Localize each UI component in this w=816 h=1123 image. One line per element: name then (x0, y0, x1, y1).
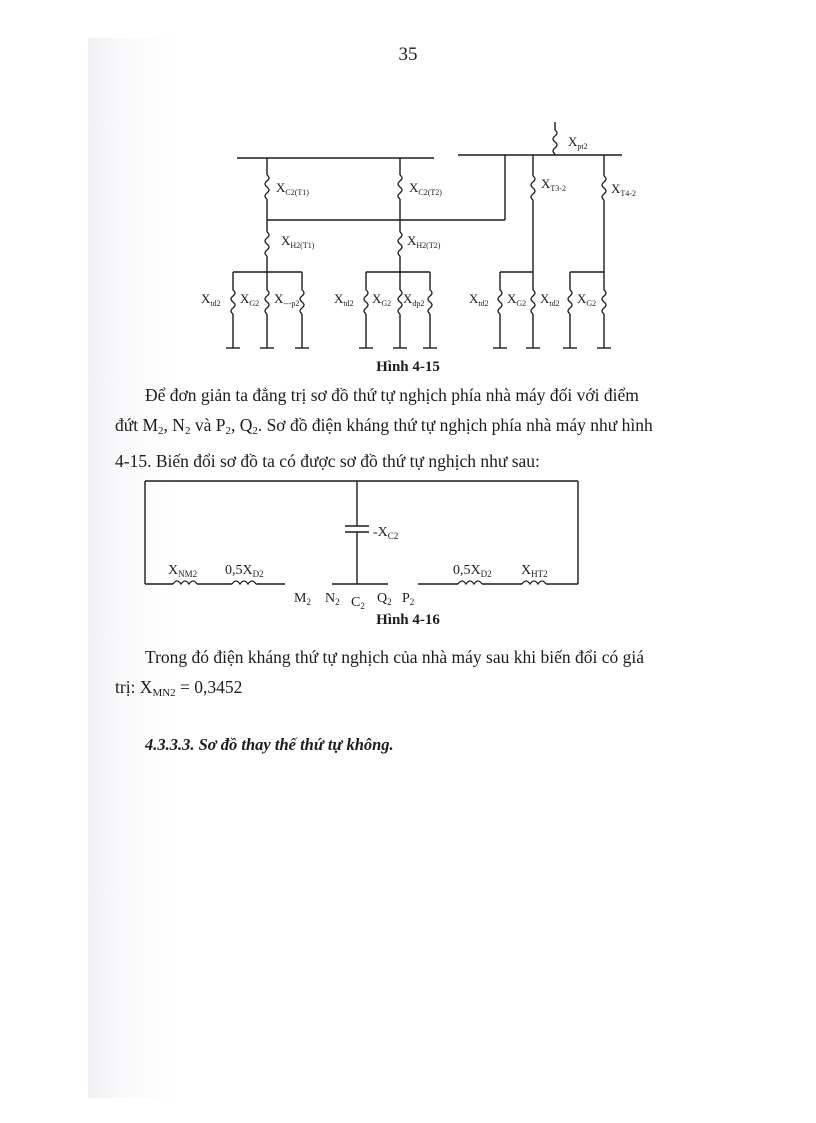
figure-4-15-schematic (0, 110, 816, 360)
label-x-g2-2: $X_{G2}$ (372, 291, 392, 308)
paragraph-1-line-3: 4-15. Biến đổi sơ đồ ta có được sơ đồ thứ tự nghịch như sau: (115, 451, 540, 471)
paragraph-1-line-2: đứt $M_2$, $N_2$ và $P_2$, $Q_2$. Sơ đồ điện kháng thứ tự nghịch phía nhà máy như hình (115, 415, 653, 437)
label-x-h2-t1: $X_{H2(T1)}$ (281, 233, 315, 250)
label-x-pt2: $X_{pt2}$ (568, 134, 588, 151)
label-x-td2-1: $X_{td2}$ (201, 291, 221, 308)
node-label-p2: $P_2$ (402, 591, 415, 607)
label-x-t3: $X_{T3-2}$ (541, 176, 566, 193)
label-x-t4: $X_{T4-2}$ (611, 181, 636, 198)
label-x-g2-1: $X_{G2}$ (240, 291, 260, 308)
paragraph-2 (115, 642, 715, 708)
figure-4-16-caption: Hình 4-16 (376, 612, 440, 628)
label-x-c2-t2: $X_{C2(T2)}$ (409, 180, 442, 197)
label-x-c2-t1: $X_{C2(T1)}$ (276, 180, 309, 197)
label-x-td2-4: $X_{td2}$ (540, 291, 560, 308)
label-x-td2-3: $X_{td2}$ (469, 291, 489, 308)
label-half-x-d2-left: $0,5X_{D2}$ (225, 563, 264, 579)
label-x-h2-t2: $X_{H2(T2)}$ (407, 233, 441, 250)
node-label-m2: $M_2$ (294, 591, 311, 607)
figure-4-16-schematic (0, 475, 816, 615)
label-x-g2-4: $X_{G2}$ (577, 291, 597, 308)
page-number: 35 (398, 44, 418, 65)
label-x-ht2: $X_{HT2}$ (521, 563, 548, 579)
label-x-broken: $X_{---p2}$ (274, 291, 300, 308)
label-x-g2-3: $X_{G2}$ (507, 291, 527, 308)
paragraph-2-line-1: Trong đó điện kháng thứ tự nghịch của nhà máy sau khi biến đổi có giá (145, 647, 645, 667)
label-x-td2-2: $X_{td2}$ (334, 291, 354, 308)
label-x-dp2: $X_{dp2}$ (403, 291, 425, 308)
label-minus-x-c2: $-X_{C2}$ (373, 525, 399, 541)
label-half-x-d2-right: $0,5X_{D2}$ (453, 563, 492, 579)
figure-4-15-caption: Hình 4-15 (376, 359, 440, 375)
label-x-nm2: $X_{NM2}$ (168, 563, 198, 579)
node-label-q2: $Q_2$ (377, 591, 392, 607)
node-label-c2: $C_2$ (351, 595, 365, 611)
paragraph-1-line-1: Để đơn giản ta đẳng trị sơ đồ thứ tự nghịch phía nhà máy đối với điểm (145, 385, 639, 405)
paragraph-1 (115, 380, 715, 476)
node-label-n2: $N_2$ (325, 591, 340, 607)
section-heading: 4.3.3.3. Sơ đồ thay thế thứ tự không. (145, 735, 394, 754)
paragraph-2-line-2: trị: $X_{MN2} = 0,3452$ (115, 677, 243, 699)
